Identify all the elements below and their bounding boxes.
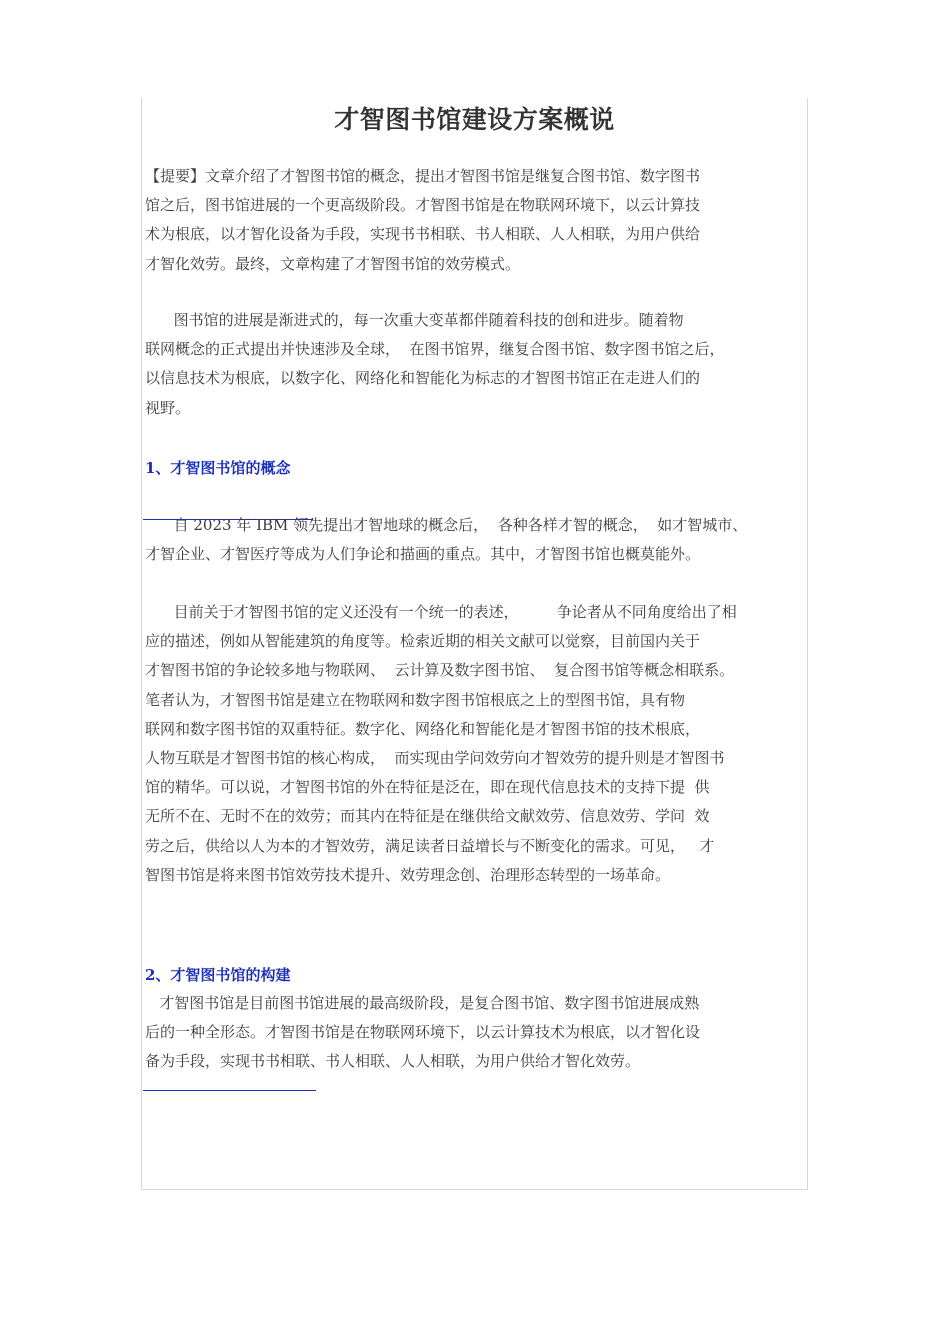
abstract-paragraph xyxy=(145,162,795,279)
section1-paragraph-2 xyxy=(145,598,795,890)
section2-line: 后的一种全形态。才智图书馆是在物联网环境下，以云计算技术为根底，以才智化设 xyxy=(145,1023,701,1042)
section1-p2-line: 人物互联是才智图书馆的核心构成， 而实现由学问效劳向才智效劳的提升则是才智图书 xyxy=(145,749,725,768)
section1-p2-line: 笔者认为，才智图书馆是建立在物联网和数字图书馆根底之上的型图书馆，具有物 xyxy=(145,690,686,709)
intro-paragraph xyxy=(145,306,795,423)
intro-line: 图书馆的进展是渐进式的，每一次重大变革都伴随着科技的创和进步。随着物 xyxy=(145,311,684,329)
section1-p2-line: 劳之后，供给以人为本的才智效劳，满足读者日益增长与不断变化的需求。可见， 才 xyxy=(145,836,715,855)
document-title: 才智图书馆建设方案概说 xyxy=(334,105,615,134)
section1-p2-line: 才智图书馆的争论较多地与物联网、 云计算及数字图书馆、 复合图书馆等概念相联系。 xyxy=(145,661,735,680)
section2-line: 才智图书馆是目前图书馆进展的最高级阶段，是复合图书馆、数字图书馆进展成熟 xyxy=(145,994,700,1012)
abstract-line: 【提要】文章介绍了才智图书馆的概念，提出才智图书馆是继复合图书馆、数字图书 xyxy=(145,167,701,185)
section2-line: 备为手段，实现书书相联、书人相联、人人相联，为用户供给才智化效劳。 xyxy=(145,1052,641,1071)
section1-p2-line: 智图书馆是将来图书馆效劳技术提升、效劳理念创、治理形态转型的一场革命。 xyxy=(145,865,671,884)
section2-divider xyxy=(143,1090,316,1091)
section1-p2-line: 无所不在、无时不在的效劳；而其内在特征是在继供给文献效劳、信息效劳、学问 效 xyxy=(145,807,710,826)
section1-p2-line: 目前关于才智图书馆的定义还没有一个统一的表述， 争论者从不同角度给出了相 xyxy=(145,603,737,621)
section1-paragraph-1 xyxy=(145,511,795,569)
abstract-line: 馆之后，图书馆进展的一个更高级阶段。才智图书馆是在物联网环境下，以云计算技 xyxy=(145,196,701,215)
section1-p1-line: 才智企业、才智医疗等成为人们争论和描画的重点。其中，才智图书馆也概莫能外。 xyxy=(145,545,701,564)
section1-p2-line: 联网和数字图书馆的双重特征。数字化、网络化和智能化是才智图书馆的技术根底， xyxy=(145,719,701,738)
intro-line: 视野。 xyxy=(145,398,191,417)
abstract-line: 才智化效劳。最终，文章构建了才智图书馆的效劳模式。 xyxy=(145,254,521,273)
section2-heading: 2、才智图书馆的构建 xyxy=(145,966,291,984)
section1-p2-line: 应的描述，例如从智能建筑的角度等。检索近期的相关文献可以觉察，目前国内关于 xyxy=(145,632,701,651)
section1-heading: 1、才智图书馆的概念 xyxy=(145,459,291,477)
section1-p1-line: 自 2023 年 IBM 领先提出才智地球的概念后， 各种各样才智的概念， 如才智城市、 xyxy=(145,516,748,534)
section1-p2-line: 馆的精华。可以说，才智图书馆的外在特征是泛在，即在现代信息技术的支持下提 供 xyxy=(145,778,710,797)
intro-line: 以信息技术为根底，以数字化、网络化和智能化为标志的才智图书馆正在走进人们的 xyxy=(145,369,701,388)
abstract-line: 术为根底，以才智化设备为手段，实现书书相联、书人相联、人人相联，为用户供给 xyxy=(145,225,701,244)
intro-line: 联网概念的正式提出并快速涉及全球， 在图书馆界，继复合图书馆、数字图书馆之后， xyxy=(145,340,725,359)
section2-paragraph xyxy=(145,989,795,1077)
